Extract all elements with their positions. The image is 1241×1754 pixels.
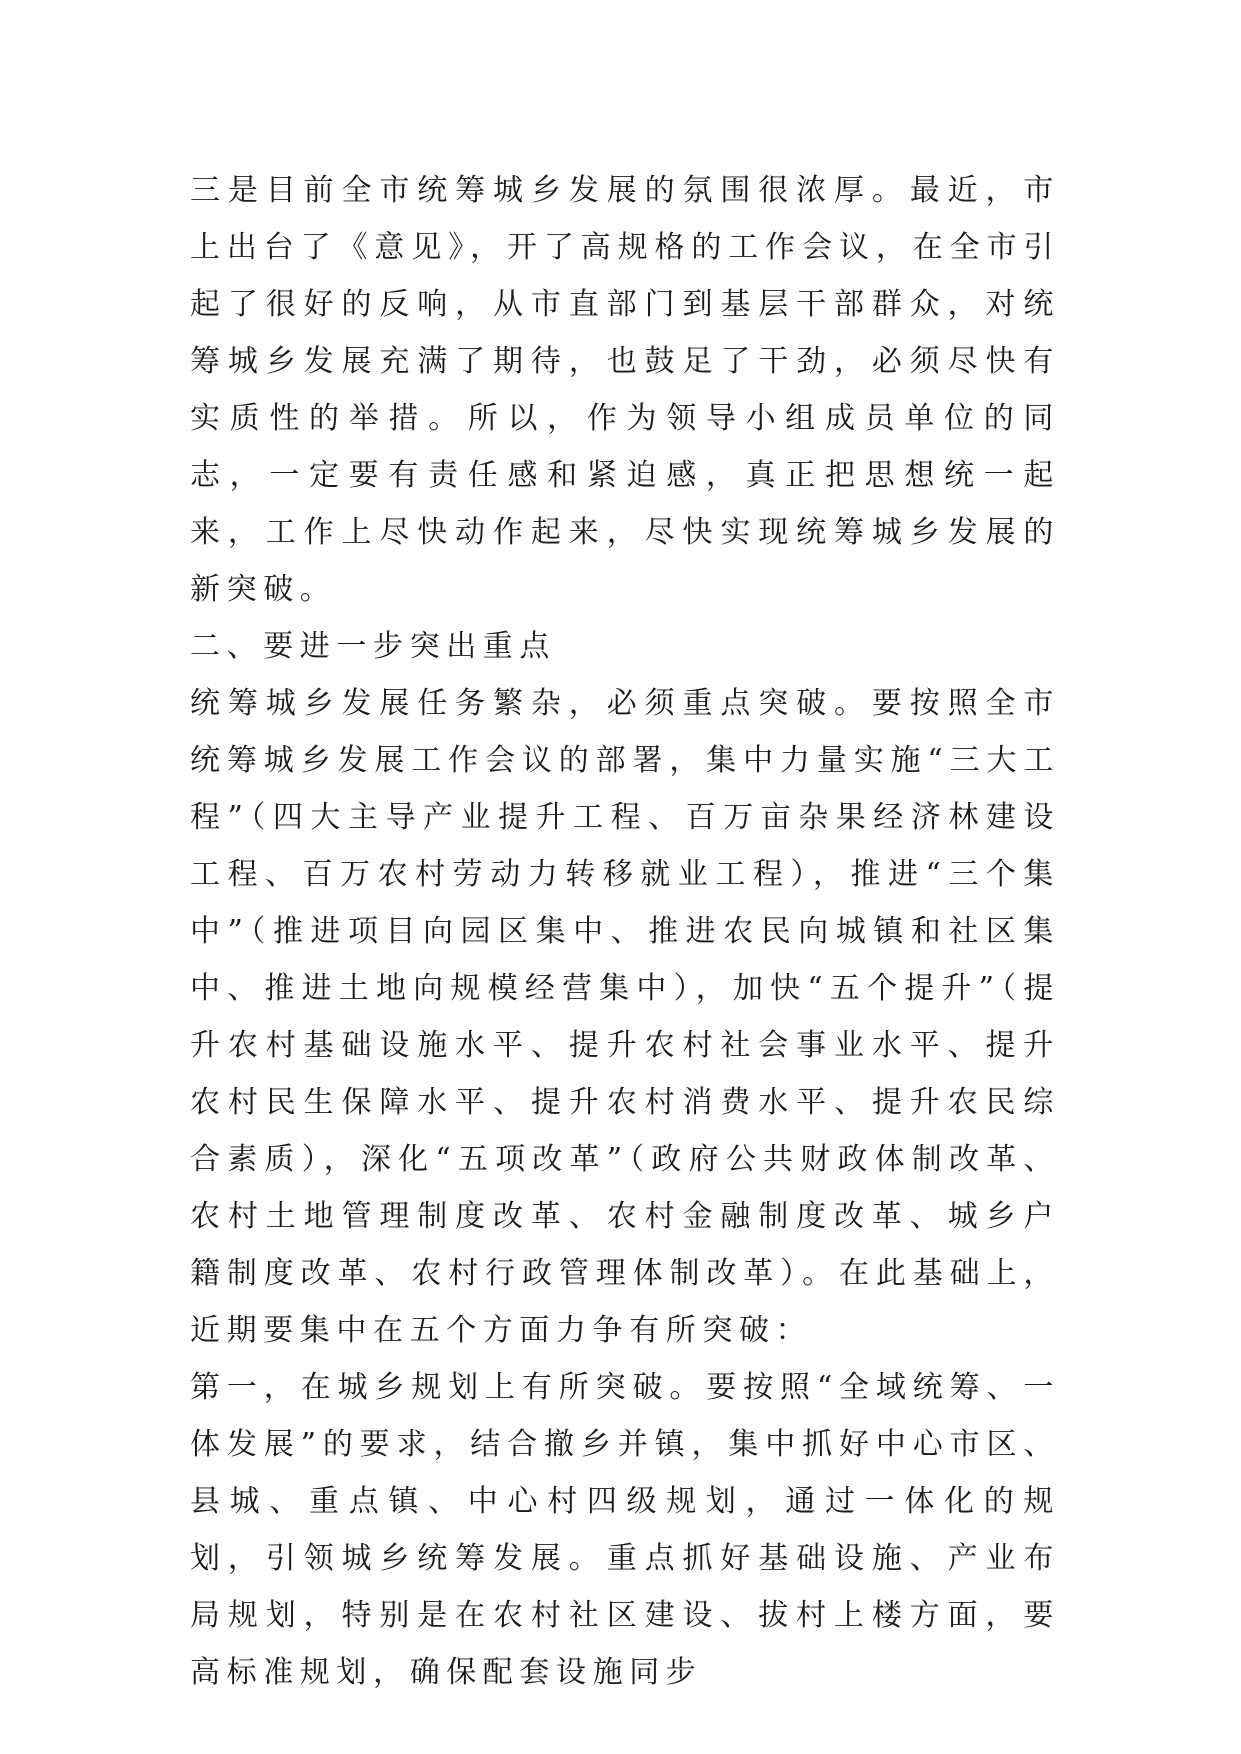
paragraph-planning: 第一，在城乡规划上有所突破。要按照“全域统筹、一体发展”的要求，结合撤乡并镇，集中抓好中心市区、县城、重点镇、中心村四级规划，通过一体化的规划，引领城乡统筹发展。重点抓好基础设施、产业布局规划，特别是在农村社区建设、拔村上楼方面，要高标准规划，确保配套设施同步 xyxy=(190,1370,1060,1690)
paragraph-atmosphere: 三是目前全市统筹城乡发展的氛围很浓厚。最近，市上出台了《意见》，开了高规格的工作会议，在全市引起了很好的反响，从市直部门到基层干部群众，对统筹城乡发展充满了期待，也鼓足了干劲，必须尽快有实质性的举措。所以，作为领导小组成员单位的同志，一定要有责任感和紧迫感，真正把思想统一起来，工作上尽快动作起来，尽快实现统筹城乡发展的新突破。 xyxy=(190,173,1060,607)
paragraph-key-points: 统筹城乡发展任务繁杂，必须重点突破。要按照全市统筹城乡发展工作会议的部署，集中力量实施“三大工程”（四大主导产业提升工程、百万亩杂果经济林建设工程、百万农村劳动力转移就业工程），推进“三个集中”（推进项目向园区集中、推进农民向城镇和社区集中、推进土地向规模经营集中），加快“五个提升”（提升农村基础设施水平、提升农村社会事业水平、提升农村民生保障水平、提升农村消费水平、提升农民综合素质），深化“五项改革”（政府公共财政体制改革、农村土地管理制度改革、农村金融制度改革、城乡户籍制度改革、农村行政管理体制改革）。在此基础上，近期要集中在五个方面力争有所突破： xyxy=(190,686,1060,1348)
section-heading-2: 二、要进一步突出重点 xyxy=(190,629,556,664)
document-body xyxy=(190,162,1060,1701)
